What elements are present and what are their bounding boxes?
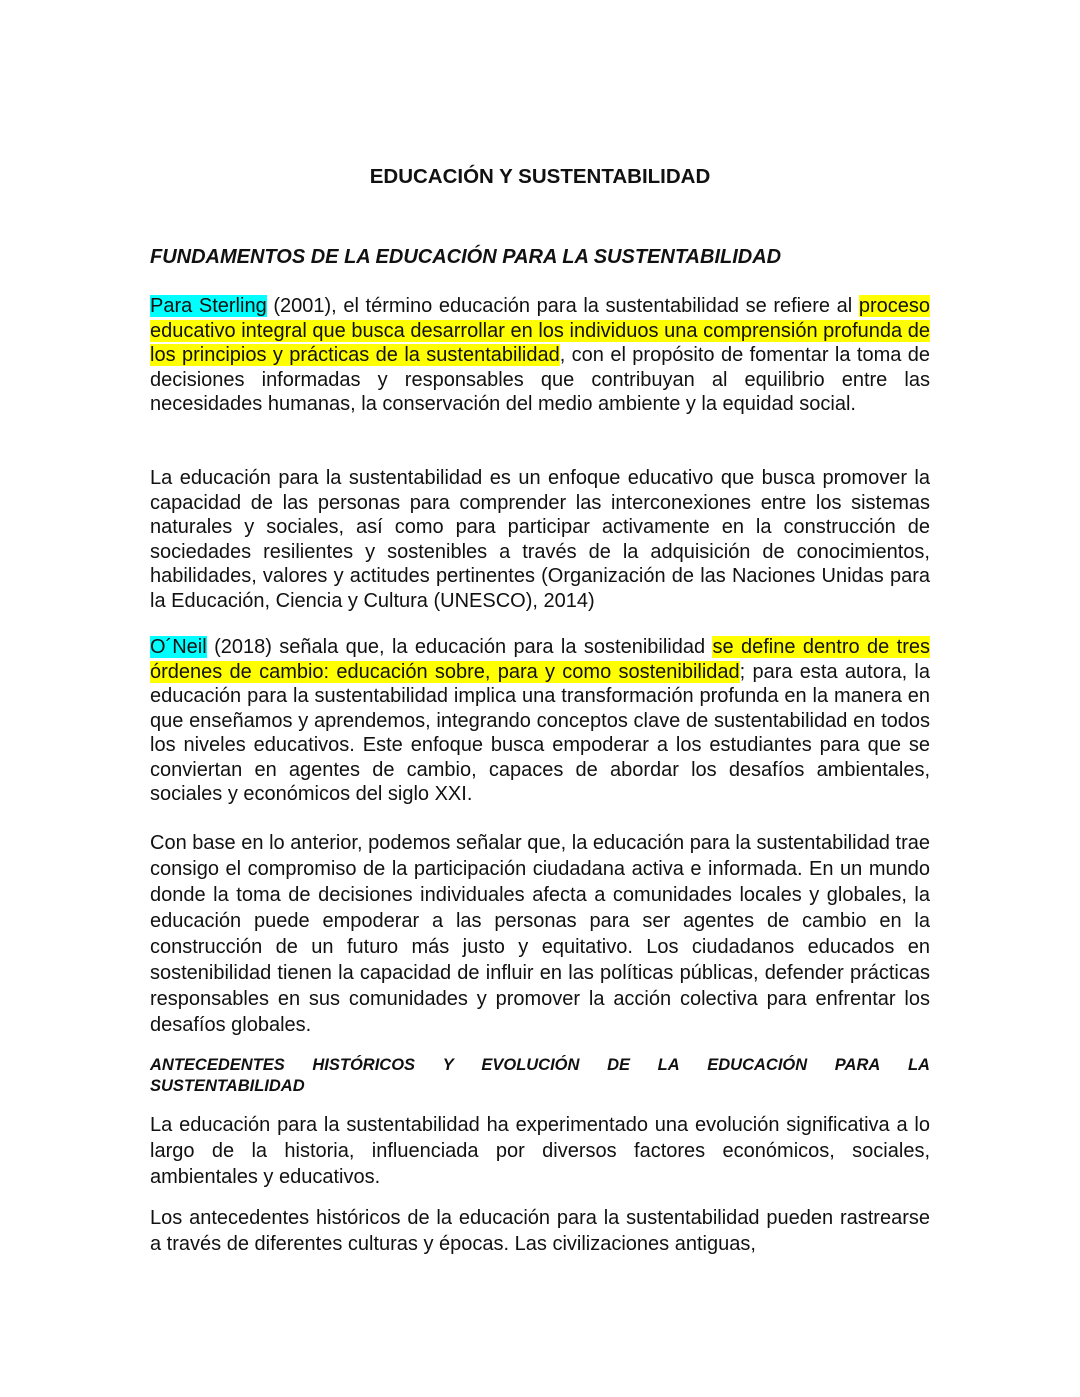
- subheading-word: EDUCACIÓN: [707, 1056, 808, 1074]
- subheading-line-1: [150, 1055, 930, 1076]
- subheading-word: EVOLUCIÓN: [481, 1056, 580, 1074]
- paragraph-text: (2018) señala que, la educación para la sostenibilidad: [206, 636, 713, 658]
- paragraph-oneil: [150, 635, 930, 807]
- author-highlight: Para Sterling: [150, 295, 267, 317]
- subheading-line-2: SUSTENTABILIDAD: [150, 1077, 305, 1095]
- author-highlight: O´Neil: [150, 636, 207, 658]
- paragraph-text: , con el propósito de fomentar la toma de decisiones informadas y responsables que contribuyan al equilibrio entre las necesidades humanas, la conservación del medio ambiente y la equidad social.: [150, 344, 930, 415]
- subheading-word: HISTÓRICOS: [312, 1056, 416, 1074]
- text-highlight: se define dentro de tres órdenes de cambio: educación sobre, para y como sostenibilidad: [150, 636, 930, 683]
- paragraph-sterling: [150, 294, 930, 417]
- subheading-word: Y: [442, 1056, 454, 1074]
- subheading-word: ANTECEDENTES: [150, 1056, 285, 1074]
- paragraph-conclusion: Con base en lo anterior, podemos señalar que, la educación para la sustentabilidad trae consigo el compromiso de la participación ciudadana activa e informada. En un mundo donde la toma de decisiones individuales afecta a comunidades locales y globales, la educación puede empoderar a las personas para ser agentes de cambio en la construcción de un futuro más justo y equitativo. Los ciudadanos educados en sostenibilidad tienen la capacidad de influir en las políticas públicas, defender prácticas responsables en sus comunidades y promover la acción colectiva para enfrentar los desafíos globales.: [150, 832, 930, 1036]
- text-highlight: proceso educativo integral que busca desarrollar en los individuos una comprensión profunda de los principios y prácticas de la sustentabilidad: [150, 295, 930, 366]
- subheading-word: LA: [657, 1056, 680, 1074]
- paragraph-unesco: La educación para la sustentabilidad es un enfoque educativo que busca promover la capacidad de las personas para comprender las interconexiones entre los sistemas naturales y sociales, así como para participar activamente en la construcción de sociedades resilientes y sostenibles a través de la adquisición de conocimientos, habilidades, valores y actitudes pertinentes (Organización de las Naciones Unidas para la Educación, Ciencia y Cultura (UNESCO), 2014): [150, 467, 930, 612]
- paragraph-text: ; para esta autora, la educación para la sustentabilidad implica una transformación profunda en la manera en que enseñamos y aprendemos, integrando conceptos clave de sustentabilidad en todos los niveles educativos. Este enfoque busca empoderar a los estudiantes para que se conviertan en agentes de cambio, capaces de abordar los desafíos ambientales, sociales y económicos del siglo XXI.: [150, 660, 930, 805]
- subheading-word: DE: [607, 1056, 630, 1074]
- paragraph-text: (2001), el término educación para la sustentabilidad se refiere al: [266, 295, 859, 317]
- paragraph-evolucion: La educación para la sustentabilidad ha experimentado una evolución significativa a lo largo de la historia, influenciada por diversos factores económicos, sociales, ambientales y educativos.: [150, 1114, 930, 1188]
- subheading-antecedentes: [150, 1055, 930, 1097]
- subheading-word: LA: [907, 1056, 930, 1074]
- paragraph-antecedentes: Los antecedentes históricos de la educación para la sustentabilidad pueden rastrearse a través de diferentes culturas y épocas. Las civilizaciones antiguas,: [150, 1207, 930, 1255]
- document-title: EDUCACIÓN Y SUSTENTABILIDAD: [369, 165, 711, 188]
- subheading-word: PARA: [834, 1056, 881, 1074]
- section-heading: FUNDAMENTOS DE LA EDUCACIÓN PARA LA SUSTENTABILIDAD: [150, 246, 782, 268]
